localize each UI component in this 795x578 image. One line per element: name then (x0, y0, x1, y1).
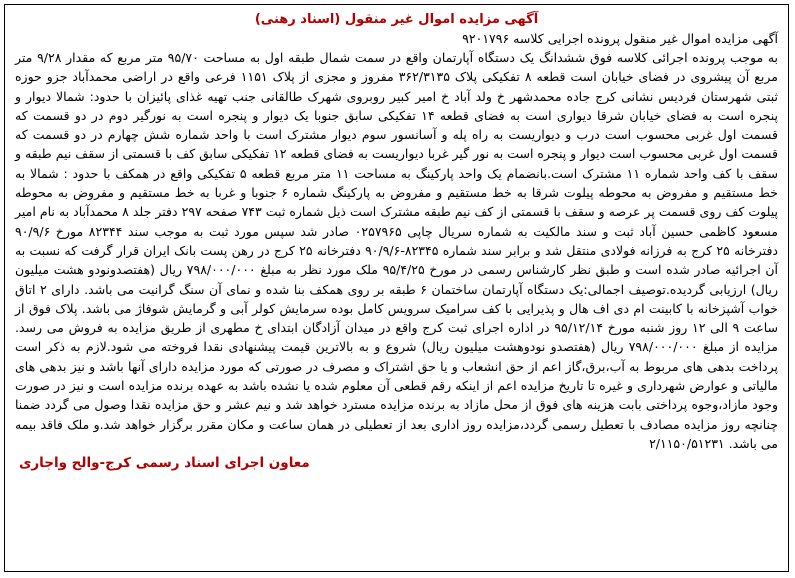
notice-body: به موجب پرونده اجرائی کلاسه فوق ششدانگ یک دستگاه آپارتمان واقع در سمت شمال طبقه اول به مساحت ۹۵/۷۰ متر مربع که مقدار ۹/۲۸ متر مربع آن پیشروی در فضای خیابان است قطعه ۸ تفکیکی پلاک ۳۶۲/۳۱۳۵ مفروز و مجزی از پلاک ۱۱۵۱ فرعی واقع در اراضی محمدآباد جزو حوزه ثبتی شهرستان فردیس نشانی کرج جاده محمدشهر خ ولد آباد خ امیر کبیر روبروی شهرک طالقانی جنب تهیه غذای پائیزان با حدود: شمالا دیوار و پنجره است به فضای خیابان شرقا دیواری است به فضای قطعه ۱۴ تفکیکی سابق جنوبا یک دیوار و پنجره است به نورگیر دوم در دو قسمت که قسمت اول غربی محسوب است درب و دیواریست به راه پله و آسانسور سوم دیوار مشترک است با واحد شماره شش چهارم در دو قسمت که قسمت اول غربی محسوب است دیوار و پنجره است به نور گیر غربا دیواریست به فضای قطعه ۱۲ تفکیکی سابق کف با قسمتی از سقف نیم طبقه و سقف با کف واحد شماره ۱۱ مشترک است.بانضمام یک واحد پارکینگ به مساحت ۱۱ متر مربع قطعه ۵ تفکیکی واقع در همکف با حدود : شمالا به خط مستقیم و مفروض به محوطه پیلوت شرقا به خط مستقیم و مفروض به پارکینگ شماره ۶ جنوبا و غربا به خط مستقیم و مفروض به محوطه پیلوت کف روی قسمت پر عرصه و سقف با قسمتی از کف نیم طبقه مشترک است ذیل شماره ثبت ۷۴۳ صفحه ۲۹۷ دفتر جلد ۸ محمدآباد به نام امیر مسعود کاظمی حسین آباد ثبت و سند مالکیت به شماره سریال چاپی ۰۲۵۷۹۶۵ صادر شد سپس مورد ثبت به موجب سند ۸۲۳۴۴ مورخ ۹۰/۹/۶ دفترخانه ۲۵ کرج به فرزانه فولادی منتقل شد و برابر سند شماره ۸۲۳۴۵-۹۰/۹/۶ دفترخانه ۲۵ کرج در رهن پست بانک ایران قرار گرفت که نسبت به آن اجرائیه صادر شده است و طبق نظر کارشناس رسمی در مورخ ۹۵/۴/۲۵ ملک مورد نظر به مبلغ ۷۹۸/۰۰۰/۰۰۰ ریال (هفتصدونودو هشت میلیون ریال) ارزیابی گردیده.توصیف اجمالی:یک دستگاه آپارتمان ساختمان ۶ طبقه بر روی همکف بنا شده و نمای آن سنگ گرانیت می باشد. دارای ۲ اتاق خواب آشپزخانه با کابینت ام دی اف هال و پذیرایی با کف سرامیک سرویس کامل بوده سرمایش کولر آبی و گرمایش شوفاژ می باشد. پلاک فوق از ساعت ۹ الی ۱۲ روز شنبه مورخ ۹۵/۱۲/۱۴ در اداره اجرای ثبت کرج واقع در میدان آزادگان ابتدای خ مطهری از طریق مزایده به فروش می رسد. مزایده از مبلغ ۷۹۸/۰۰۰/۰۰۰ ریال (هفتصدو نودوهشت میلیون ریال) شروع و به بالاترین قیمت پیشنهادی نقدا فروخته می شود.لازم به ذکر است پرداخت بدهی های مربوط به آب،برق،گاز اعم از حق انشعاب و یا حق اشتراک و مصرف در صورتی که مورد مزایده دارای آنها باشد و نیز بدهی های مالیاتی و عوارض شهرداری و غیره تا تاریخ مزایده اعم از اینکه رقم قطعی آن معلوم شده یا نشده باشد به عهده برنده مزایده است و نیز در صورت وجود مازاد،وجوه پرداختی بابت هزینه های فوق از محل مازاد به برنده مزایده مسترد خواهد شد و نیم عشر و حق مزایده نقدا وصول می گردد ضمنا چنانچه روز مزایده مصادف با تعطیل رسمی گردد،مزایده روز اداری بعد از تعطیلی در همان ساعت و مکان مقرر برگزار خواهد شد.و ملک فاقد بیمه می باشد. ۲/۱۱۵۰/۵۱۲۳۱ (15, 50, 779, 451)
notice-title: آگهی مزایده اموال غیر منقول (اسناد رهنی) (254, 12, 539, 27)
signature-line: معاون اجرای اسناد رسمی کرج-والح واجاری (19, 455, 310, 472)
case-number-line: آگهی مزایده اموال غیر منقول پرونده اجرایی کلاسه ۹۲۰۱۷۹۶ (462, 31, 778, 46)
notice-frame (4, 4, 789, 572)
